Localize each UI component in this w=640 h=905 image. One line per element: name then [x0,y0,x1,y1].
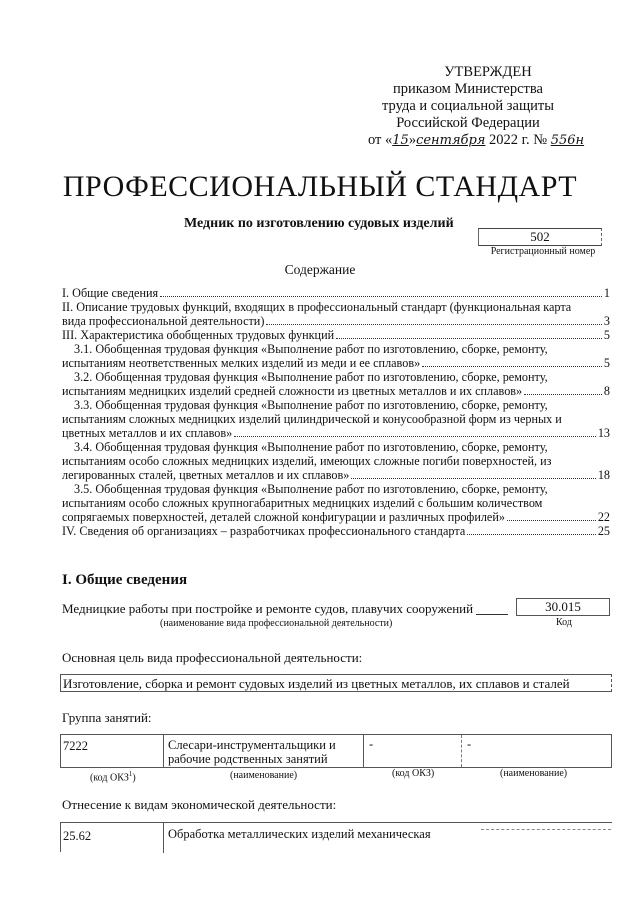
toc-item-text: IV. Сведения об организациях – разработчиках профессионального стандарта [62,524,466,538]
date-prefix: от « [368,132,393,148]
toc-item-text: 3.1. Обобщенная трудовая функция «Выполнение работ по изготовлению, сборке, ремонту, [74,342,548,356]
underline [476,614,508,615]
approval-block [368,64,585,149]
toc-item-text: 3.5. Обобщенная трудовая функция «Выполнение работ по изготовлению, сборке, ремонту, [74,482,548,496]
registration-number-box: 502 [478,228,602,246]
toc-page: 5 [603,328,610,342]
toc-page: 3 [603,314,610,328]
toc-page: 8 [603,384,610,398]
toc-item [62,384,610,398]
approval-line-1: УТВЕРЖДЕН [444,64,532,80]
date-mid: » [408,132,417,148]
code-caption: Код [556,617,572,628]
contents-heading: Содержание [284,262,356,277]
okz-code-2: - [369,737,374,751]
toc-page: 1 [603,286,610,300]
okz-code: 7222 [63,739,88,753]
toc-item [62,426,610,440]
toc-item [62,314,610,328]
approval-line-4: Российской Федерации [396,115,540,131]
toc-item-text: легированных сталей, цветных металлов и их сплавов» [62,468,350,482]
toc-page: 22 [597,510,610,524]
okz-name: Слесари-инструментальщики и рабочие родственных занятий [168,738,336,766]
approval-line-2: приказом Министерства [393,81,543,97]
toc-item-text: испытаниям особо сложных медницких изделий, имеющих сложные погиби поверхностей, из [62,454,552,468]
econ-activity-table [60,822,612,852]
toc-item-text: вида профессиональной деятельности) [62,314,265,328]
toc-item-text: цветных металлов и их сплавов» [62,426,233,440]
activity-name: Медницкие работы при постройке и ремонте судов, плавучих сооружений [62,601,474,616]
toc-page: 5 [603,356,610,370]
toc-item [62,468,610,482]
toc-item [62,510,610,524]
toc-item-text: II. Описание трудовых функций, входящих в профессиональный стандарт (функциональная карта [62,300,572,314]
registration-label: Регистрационный номер [490,246,596,257]
group-label: Группа занятий: [62,710,152,725]
occupation-group-table [60,734,612,768]
date-month: сентября [416,133,486,148]
toc-item-text: III. Характеристика обобщенных трудовых функций [62,328,335,342]
section-heading: I. Общие сведения [62,572,188,588]
okved-code: 25.62 [63,829,92,843]
toc-item-text: сопрягаемых поверхностей, деталей сложной конфигурации и различных профилей» [62,510,505,524]
okved-name: Обработка металлических изделий механическая [168,827,431,841]
okz-name-2: - [467,737,472,751]
toc-item [62,328,610,342]
activity-caption: (наименование вида профессиональной деятельности) [160,618,393,629]
date-year: 2022 г. № [489,132,548,148]
toc-item-text: испытаниям сложных медницких изделий цилиндрической и конусообразной форм из черных и [62,412,562,426]
toc-item-text: 3.4. Обобщенная трудовая функция «Выполнение работ по изготовлению, сборке, ремонту, [74,440,548,454]
toc-item-text: испытаниям неответственных мелких изделий из меди и ее сплавов» [62,356,421,370]
toc-item [62,356,610,370]
name-caption: (наименование) [230,770,298,781]
date-day: 15 [392,133,409,148]
toc-item-text: испытаниям медницких изделий средней сложности из цветных металлов и их сплавов» [62,384,523,398]
okz-caption-2: (код ОКЗ) [392,768,435,779]
toc-page: 25 [597,524,610,538]
toc-item-text: I. Общие сведения [62,286,159,300]
goal-box: Изготовление, сборка и ремонт судовых изделий из цветных металлов, их сплавов и сталей [60,674,612,692]
page-title: ПРОФЕССИОНАЛЬНЫЙ СТАНДАРТ [62,170,578,203]
toc-page: 18 [597,468,610,482]
toc-item-text: 3.2. Обобщенная трудовая функция «Выполнение работ по изготовлению, сборке, ремонту, [74,370,548,384]
goal-label: Основная цель вида профессиональной деятельности: [62,650,363,665]
okz-caption: (код ОКЗ$^1$) [90,770,136,784]
toc-page: 13 [597,426,610,440]
toc-item [62,286,610,300]
econ-label: Отнесение к видам экономической деятельности: [62,797,337,812]
table-of-contents [62,286,610,538]
order-number: 556н [550,133,585,148]
name-caption-2: (наименование) [500,768,568,779]
toc-item-text: 3.3. Обобщенная трудовая функция «Выполнение работ по изготовлению, сборке, ремонту, [74,398,548,412]
occupation-name: Медник по изготовлению судовых изделий [184,216,454,231]
approval-line-3: труда и социальной защиты [382,98,554,114]
toc-item-text: испытаниям особо сложных крупногабаритных медницких изделий с большим количеством [62,496,543,510]
activity-code-box: 30.015 [516,598,610,616]
approval-date-line [368,132,585,149]
toc-item [62,524,610,538]
